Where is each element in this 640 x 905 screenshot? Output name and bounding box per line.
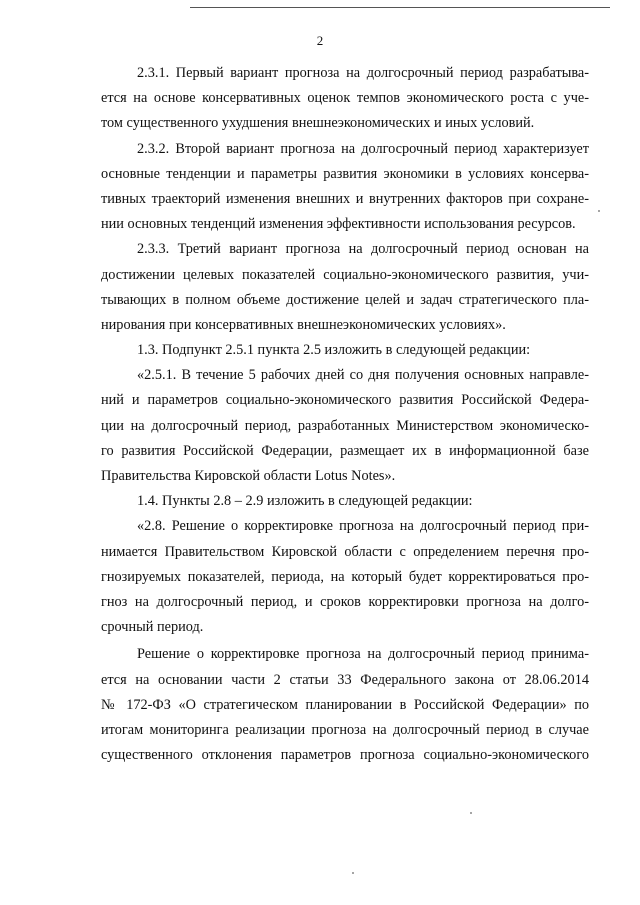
page-number: 2 (316, 33, 324, 48)
scan-speck (352, 872, 354, 874)
paragraph-2-5-1 (101, 363, 589, 489)
paragraph-2-8-decision (101, 642, 589, 768)
paragraph-1-4 (101, 489, 589, 514)
text-line: 1.4. Пункты 2.8 – 2.9 изложить в следующей редакции: (137, 493, 473, 510)
text-line: Решение о корректировке прогноза на долгосрочный период принима- (137, 646, 589, 663)
paragraph-2-3-1 (101, 61, 589, 137)
text-line: тывающих в полном объеме достижение целей и задач стратегического пла- (101, 291, 589, 308)
text-line: го развития Российской Федерации, размещает их в информационной базе (101, 442, 589, 459)
scan-speck (598, 210, 600, 212)
document-body (101, 61, 589, 768)
paragraph-2-3-2 (101, 137, 589, 238)
text-line: Правительства Кировской области Lotus Notes». (101, 468, 396, 484)
text-line: гноз на долгосрочный период, и сроков корректировки прогноза на долго- (101, 593, 589, 610)
paragraph-2-3-3 (101, 237, 589, 338)
text-line: основные тенденции и параметры развития экономики в условиях консерва- (101, 165, 589, 182)
text-line: «2.8. Решение о корректировке прогноза на долгосрочный период при- (137, 518, 589, 535)
text-line: тивных траекторий изменения внешних и внутренних факторов при сохране- (101, 190, 589, 207)
text-line: существенного отклонения параметров прогноза социально-экономического (101, 747, 589, 764)
top-rule (190, 7, 610, 8)
text-line: нимается Правительством Кировской области с определением перечня про- (101, 543, 589, 560)
paragraph-2-8 (101, 514, 589, 640)
text-line: 2.3.2. Второй вариант прогноза на долгосрочный период характеризует (137, 140, 589, 157)
text-line: № 172-ФЗ «О стратегическом планировании в Российской Федерации» по (101, 696, 589, 713)
text-line: ется на основании части 2 статьи 33 Федерального закона от 28.06.2014 (101, 671, 589, 688)
text-line: достижении целевых показателей социально-экономического развития, учи- (101, 266, 589, 283)
text-line: итогам мониторинга реализации прогноза на долгосрочный период в случае (101, 721, 589, 738)
text-line: 1.3. Подпункт 2.5.1 пункта 2.5 изложить в следующей редакции: (137, 342, 531, 359)
text-line: срочный период. (101, 619, 204, 636)
scan-speck (470, 812, 472, 814)
text-line: том существенного ухудшения внешнеэкономических и иных условий. (101, 115, 535, 132)
text-line: нии основных тенденций изменения эффективности использования ресурсов. (101, 216, 576, 233)
text-line: ется на основе консервативных оценок темпов экономического роста с уче- (101, 90, 589, 107)
text-line: «2.5.1. В течение 5 рабочих дней со дня получения основных направле- (137, 367, 589, 384)
text-line: ции на долгосрочный период, разработанных Министерством экономическо- (101, 417, 589, 434)
text-line: гнозируемых показателей, периода, на который будет корректироваться про- (101, 568, 589, 585)
text-line: 2.3.1. Первый вариант прогноза на долгосрочный период разрабатыва- (137, 65, 589, 81)
text-line: ний и параметров социально-экономического развития Российской Федера- (101, 392, 589, 409)
text-line: 2.3.3. Третий вариант прогноза на долгосрочный период основан на (137, 241, 589, 258)
text-line: нирования при консервативных внешнеэкономических условиях». (101, 316, 506, 333)
paragraph-1-3 (101, 338, 589, 363)
